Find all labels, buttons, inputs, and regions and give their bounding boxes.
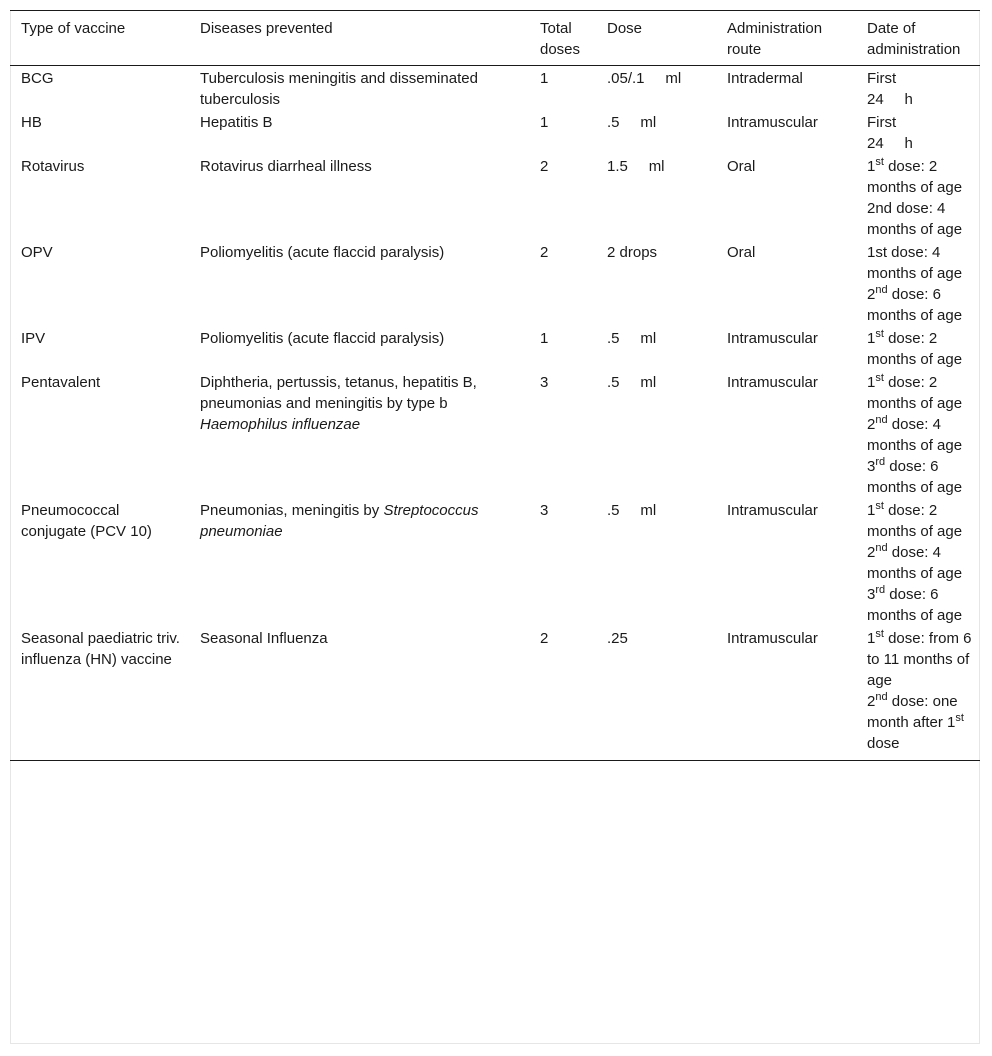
cell-dose: .05/.1 ml: [607, 70, 682, 87]
cell-type: Rotavirus: [21, 158, 85, 175]
table-row: [10, 242, 980, 328]
cell-total-doses: 1: [540, 114, 549, 131]
cell-total-doses: 3: [540, 374, 549, 391]
cell-diseases: Poliomyelitis (acute flaccid paralysis): [200, 330, 445, 347]
table-row: [10, 328, 980, 372]
dose-2-date: 2nd dose: 4 months of age: [867, 200, 963, 238]
cell-date: [856, 242, 980, 328]
vaccine-schedule-table: [10, 10, 980, 761]
table-row: [10, 500, 980, 628]
cell-date: [856, 112, 980, 156]
date-line: 24 h: [867, 91, 913, 108]
dose-2-date: 2nd dose: 4 months of age: [867, 542, 963, 582]
cell-total-doses: 2: [540, 158, 549, 175]
dose-dates: 1st dose: 4 months of age 2nd dose: 6 months of age: [867, 244, 963, 324]
cell-diseases: Hepatitis B: [200, 114, 273, 131]
cell-route: Oral: [727, 244, 756, 261]
cell-type: IPV: [21, 330, 46, 347]
cell-route: Intramuscular: [727, 114, 818, 131]
cell-date: [856, 328, 980, 372]
cell-date: [856, 500, 980, 628]
cell-diseases: Tuberculosis meningitis and disseminated tuberculosis: [200, 70, 478, 108]
cell-dose: .5 ml: [607, 374, 657, 391]
dose-1-date: 1st dose: 2 months of age: [867, 156, 963, 196]
cell-diseases: Poliomyelitis (acute flaccid paralysis): [200, 244, 445, 261]
cell-type: Pentavalent: [21, 374, 101, 391]
table-row: [10, 66, 980, 113]
table-row: [10, 112, 980, 156]
dose-2-date: 2nd dose: 4 months of age: [867, 414, 963, 454]
cell-type: Pneumococcal conjugate (PCV 10): [21, 502, 152, 540]
cell-dose: 1.5 ml: [607, 158, 665, 175]
cell-diseases: Seasonal Influenza: [189, 628, 529, 761]
pathogen-name: Streptococcus pneumoniae: [200, 502, 479, 540]
dose-3-date: 3rd dose: 6 months of age: [867, 584, 963, 624]
cell-type: BCG: [21, 70, 54, 87]
cell-date: [856, 156, 980, 242]
header-type-of-vaccine: Type of vaccine: [10, 11, 189, 66]
cell-diseases: Pneumonias, meningitis by Streptococcus pneumoniae: [200, 502, 479, 540]
cell-type: OPV: [21, 244, 53, 261]
header-row: [10, 11, 980, 66]
date-line: First: [867, 114, 897, 131]
cell-total-doses: 1: [540, 330, 549, 347]
table-row: [10, 628, 980, 761]
dose-2-date: 2nd dose: one month after 1st dose: [867, 691, 964, 752]
dose-1-date: 1st dose: from 6 to 11 months of age: [867, 628, 972, 689]
table-row: [10, 372, 980, 500]
cell-route: Intramuscular: [727, 330, 818, 347]
cell-type: Seasonal paediatric triv. influenza (HN) vaccine: [10, 628, 189, 761]
cell-dose: .5 ml: [607, 502, 657, 519]
cell-total-doses: 2: [540, 244, 549, 261]
table-row: [10, 156, 980, 242]
cell-dose: .5 ml: [607, 114, 657, 131]
cell-total-doses: 3: [540, 502, 549, 519]
header-date-of-administration: Date of administration: [856, 11, 980, 66]
date-line: 24 h: [867, 135, 913, 152]
cell-date: [856, 372, 980, 500]
dose-3-date: 3rd dose: 6 months of age: [867, 456, 963, 496]
cell-route: Intramuscular: [716, 628, 856, 761]
cell-route: Oral: [727, 158, 756, 175]
cell-total-doses: 1: [540, 70, 549, 87]
dose-1-date: 1st dose: 2 months of age: [867, 328, 963, 368]
pathogen-name: Haemophilus influenzae: [200, 416, 361, 433]
cell-diseases: Diphtheria, pertussis, tetanus, hepatitis B, pneumonias and meningitis by type b Haemophilus influenzae: [200, 374, 477, 433]
cell-route: Intramuscular: [727, 502, 818, 519]
cell-route: Intradermal: [727, 70, 803, 87]
header-administration-route: Administration route: [716, 11, 856, 66]
dose-1-date: 1st dose: 2 months of age: [867, 500, 963, 540]
header-dose: Dose: [596, 11, 716, 66]
cell-date: [856, 66, 980, 113]
cell-dose: .25: [596, 628, 716, 761]
header-total-doses: Total doses: [529, 11, 596, 66]
header-diseases-prevented: Diseases prevented: [189, 11, 529, 66]
cell-date: [856, 628, 980, 761]
cell-type: HB: [21, 114, 42, 131]
cell-dose: .5 ml: [607, 330, 657, 347]
cell-route: Intramuscular: [727, 374, 818, 391]
cell-dose: 2 drops: [607, 244, 658, 261]
cell-total-doses: 2: [529, 628, 596, 761]
date-line: First: [867, 70, 897, 87]
cell-diseases: Rotavirus diarrheal illness: [200, 158, 372, 175]
dose-1-date: 1st dose: 2 months of age: [867, 372, 963, 412]
